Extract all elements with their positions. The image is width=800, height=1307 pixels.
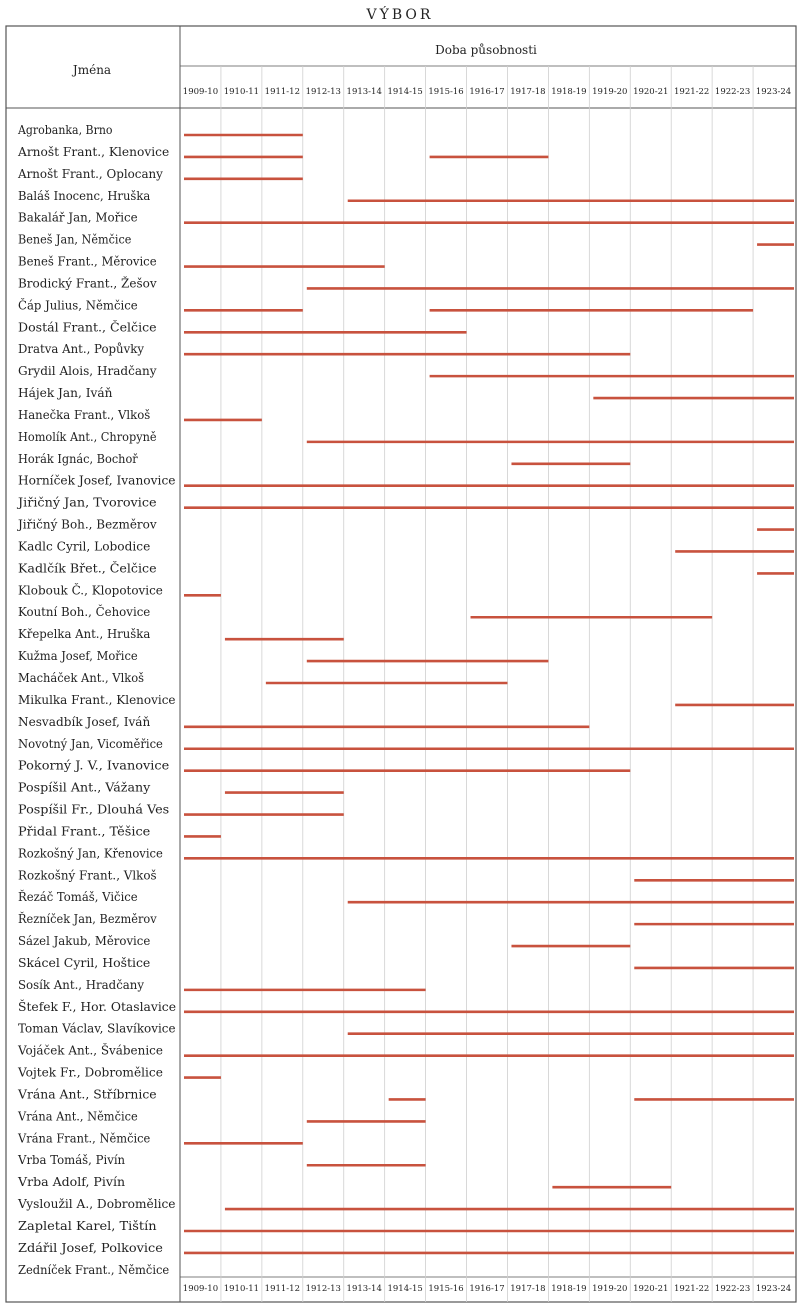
year-tick-label-top: 1917-18 (510, 87, 546, 97)
year-tick-label-top: 1913-14 (346, 87, 382, 97)
member-name: Homolík Ant., Chropyně (18, 429, 157, 444)
year-tick-label-bottom: 1914-15 (387, 1284, 423, 1294)
member-name: Hájek Jan, Iváň (18, 386, 113, 401)
year-tick-label-top: 1910-11 (223, 87, 260, 97)
year-tick-label-top: 1922-23 (714, 87, 751, 97)
year-tick-label-top: 1920-21 (633, 87, 669, 97)
member-name: Beneš Frant., Měrovice (18, 254, 157, 269)
member-name: Arnošt Frant., Oplocany (17, 166, 164, 181)
year-tick-label-bottom: 1922-23 (714, 1284, 751, 1294)
member-name: Kužma Josef, Mořice (18, 649, 138, 664)
member-name: Baláš Inocenc, Hruška (18, 188, 151, 203)
year-tick-label-bottom: 1912-13 (305, 1284, 341, 1294)
member-name: Bakalář Jan, Mořice (18, 210, 138, 225)
year-tick-label-bottom: 1909-10 (182, 1284, 219, 1294)
member-name: Vojáček Ant., Švábenice (18, 1043, 164, 1058)
member-name: Rozkošný Frant., Vlkoš (18, 868, 157, 883)
member-name: Pospíšil Ant., Vážany (18, 780, 151, 795)
member-name: Zedníček Frant., Němčice (18, 1262, 170, 1277)
member-name: Vrána Ant., Stříbrnice (16, 1087, 157, 1102)
year-tick-label-top: 1916-17 (469, 87, 505, 97)
member-name: Vrba Tomáš, Pivín (17, 1153, 126, 1168)
year-tick-label-top: 1915-16 (428, 87, 464, 97)
year-tick-label-bottom: 1911-12 (264, 1284, 300, 1294)
member-name: Jiřičný Jan, Tvorovice (15, 495, 157, 510)
member-name: Vrána Frant., Němčice (17, 1131, 151, 1146)
year-tick-label-bottom: 1919-20 (592, 1284, 628, 1294)
member-name: Zdářil Josef, Polkovice (18, 1240, 163, 1255)
year-tick-label-bottom: 1921-22 (674, 1284, 710, 1294)
member-name: Pokorný J. V., Ivanovice (18, 758, 170, 773)
member-name: Přidal Frant., Těšice (18, 824, 151, 839)
year-tick-label-bottom: 1910-11 (223, 1284, 260, 1294)
member-name: Klobouk Č., Klopotovice (18, 583, 164, 598)
member-names (16, 123, 176, 1277)
period-column-header: Doba působnosti (435, 43, 537, 57)
member-name: Vrba Adolf, Pivín (16, 1175, 126, 1190)
member-name: Agrobanka, Brno (17, 123, 113, 137)
member-name: Kadlc Cyril, Lobodice (18, 539, 151, 554)
year-tick-label-bottom: 1917-18 (510, 1284, 546, 1294)
page-title: VÝBOR (366, 7, 434, 23)
year-labels-bottom (183, 1284, 791, 1294)
year-tick-label-top: 1921-22 (674, 87, 710, 97)
year-tick-label-top: 1912-13 (305, 87, 341, 97)
member-name: Koutní Boh., Čehovice (18, 605, 153, 620)
year-tick-label-bottom: 1915-16 (428, 1284, 464, 1294)
member-name: Pospíšil Fr., Dlouhá Ves (18, 802, 170, 817)
member-name: Dostál Frant., Čelčice (18, 320, 151, 335)
member-name: Čáp Julius, Němčice (18, 298, 141, 313)
year-tick-label-top: 1911-12 (264, 87, 300, 97)
member-name: Štefek F., Hor. Otaslavice (18, 999, 172, 1014)
year-tick-label-bottom: 1920-21 (633, 1284, 669, 1294)
member-name: Sázel Jakub, Měrovice (18, 934, 151, 949)
member-name: Vrána Ant., Němčice (17, 1109, 138, 1124)
member-name: Zapletal Karel, Tištín (18, 1219, 157, 1233)
member-name: Arnošt Frant., Klenovice (16, 144, 170, 159)
year-tick-label-bottom: 1913-14 (346, 1284, 382, 1294)
year-tick-label-bottom: 1923-24 (755, 1284, 792, 1294)
member-name: Vysloužil A., Dobromělice (16, 1197, 176, 1212)
member-name: Křepelka Ant., Hruška (18, 627, 151, 642)
year-tick-label-top: 1909-10 (182, 87, 219, 97)
membership-bars (184, 135, 794, 1253)
member-name: Horák Ignác, Bochoř (18, 451, 138, 466)
member-name: Řezáč Tomáš, Vičice (18, 890, 142, 905)
year-labels-top (183, 87, 791, 97)
member-name: Macháček Ant., Vlkoš (18, 671, 144, 685)
member-name: Kadlčík Břet., Čelčice (18, 561, 150, 576)
member-name: Dratva Ant., Popůvky (18, 342, 147, 357)
member-name: Rozkošný Jan, Křenovice (18, 846, 163, 861)
member-name: Vojtek Fr., Dobromělice (16, 1065, 163, 1080)
member-name: Mikulka Frant., Klenovice (18, 692, 176, 707)
member-name: Horníček Josef, Ivanovice (18, 473, 176, 488)
member-name: Řezníček Jan, Bezměrov (18, 912, 165, 927)
year-tick-label-bottom: 1916-17 (469, 1284, 505, 1294)
member-name: Nesvadbík Josef, Iváň (18, 714, 151, 729)
member-name: Beneš Jan, Němčice (18, 232, 132, 247)
member-name: Hanečka Frant., Vlkoš (18, 407, 151, 422)
member-name: Toman Václav, Slavíkovice (18, 1021, 176, 1036)
member-name: Novotný Jan, Vicoměřice (18, 736, 163, 751)
year-tick-label-bottom: 1918-19 (551, 1284, 587, 1294)
member-name: Brodický Frant., Žešov (18, 276, 157, 291)
year-tick-label-top: 1918-19 (551, 87, 587, 97)
member-name: Jiřičný Boh., Bezměrov (16, 517, 157, 532)
year-tick-label-top: 1919-20 (592, 87, 628, 97)
member-name: Skácel Cyril, Hoštice (18, 955, 151, 970)
member-name: Grydil Alois, Hradčany (18, 364, 157, 379)
names-column-header: Jména (72, 63, 112, 77)
member-name: Sosík Ant., Hradčany (18, 977, 145, 992)
year-tick-label-top: 1914-15 (387, 87, 423, 97)
year-tick-label-top: 1923-24 (755, 87, 792, 97)
